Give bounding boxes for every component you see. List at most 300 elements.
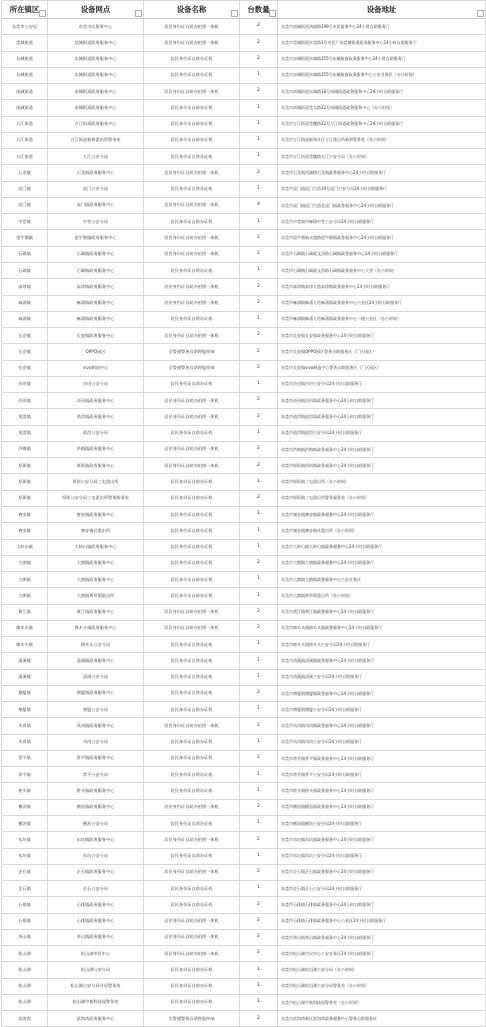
- cell-device-name[interactable]: 居民身份证自助办证机: [144, 816, 240, 832]
- cell-site[interactable]: 企石镇政务服务中心: [48, 864, 144, 880]
- cell-quantity[interactable]: 1: [240, 523, 278, 539]
- cell-town[interactable]: 东城街道: [2, 51, 48, 67]
- cell-quantity[interactable]: 2: [240, 458, 278, 474]
- cell-site[interactable]: 松山湖市民中心: [48, 946, 144, 962]
- header-device-name[interactable]: 设备名称: [144, 1, 240, 19]
- cell-site[interactable]: 横沥镇政务服务中心: [48, 799, 144, 815]
- cell-address[interactable]: 东莞市茶山镇茶山镇政务服务中心24小时自助服务厅: [278, 929, 486, 945]
- cell-site[interactable]: 东城街道政务服务中心: [48, 67, 144, 83]
- cell-site[interactable]: 万江公安分局: [48, 149, 144, 165]
- cell-device-name[interactable]: 居民身份证自助办拍照一体机: [144, 441, 240, 457]
- cell-device-name[interactable]: 居民身份证自助办拍照一体机: [144, 799, 240, 815]
- cell-site[interactable]: 樟木头镇政务服务中心: [48, 620, 144, 636]
- cell-device-name[interactable]: 居民身份证自助办证机: [144, 750, 240, 766]
- cell-device-name[interactable]: 全警通警务自助智能终端: [144, 1011, 240, 1027]
- cell-device-name[interactable]: 居民身份证自助办证机: [144, 376, 240, 392]
- cell-address[interactable]: 东莞市大朗镇大朗镇政务服务中心24小时自助服务厅: [278, 555, 486, 571]
- cell-site[interactable]: 茶山镇政务服务中心: [48, 929, 144, 945]
- cell-quantity[interactable]: 2: [240, 441, 278, 457]
- cell-address[interactable]: 东莞市石排镇石排镇政务服务中心公安区24小时自助服务厅: [278, 913, 486, 929]
- cell-town[interactable]: 万江街道: [2, 149, 48, 165]
- cell-device-name[interactable]: 居民身份证自助办拍照一体机: [144, 864, 240, 880]
- cell-site[interactable]: 常平镇政务服务中心: [48, 750, 144, 766]
- cell-device-name[interactable]: 居民身份证自助办拍照一体机: [144, 328, 240, 344]
- cell-site[interactable]: 横沥公安分局: [48, 816, 144, 832]
- cell-quantity[interactable]: 1: [240, 978, 278, 994]
- cell-device-name[interactable]: 居民身份证自助办拍照一体机: [144, 84, 240, 100]
- cell-quantity[interactable]: 2: [240, 279, 278, 295]
- cell-quantity[interactable]: 1: [240, 474, 278, 490]
- cell-town[interactable]: 寮步镇: [2, 506, 48, 522]
- cell-quantity[interactable]: 2: [240, 946, 278, 962]
- cell-device-name[interactable]: 居民身份证自助办证机: [144, 539, 240, 555]
- cell-town[interactable]: 松山湖: [2, 978, 48, 994]
- cell-address[interactable]: 东莞市寮步镇寮步镇政务服务中心24小时自助服务厅: [278, 506, 486, 522]
- cell-town[interactable]: 长安镇: [2, 360, 48, 376]
- cell-site[interactable]: 莞城街道政务服务中心: [48, 35, 144, 51]
- cell-address[interactable]: 东莞市松山湖中集科技园警务室（办公时间）: [278, 994, 486, 1010]
- cell-site[interactable]: 东坑镇政务服务中心: [48, 832, 144, 848]
- cell-address[interactable]: 东莞市东城街道东城路355号东城街道政务服务中心公安业务区（办公时间）: [278, 67, 486, 83]
- cell-device-name[interactable]: 居民身份证自助办证机: [144, 685, 240, 701]
- cell-site[interactable]: 石碣镇政务服务中心: [48, 246, 144, 262]
- cell-address[interactable]: 东莞市滨海湾新区滨海湾政务服务中心警务自助服务区: [278, 1011, 486, 1027]
- cell-address[interactable]: 东莞市厚街镇三屯派出所（办公时间）: [278, 474, 486, 490]
- cell-address[interactable]: 东莞市长安镇vivo制造中心警务自助服务区（厂区园区）: [278, 360, 486, 376]
- cell-quantity[interactable]: 2: [240, 604, 278, 620]
- cell-town[interactable]: 高埗镇: [2, 279, 48, 295]
- cell-site[interactable]: 高埗镇政务服务中心: [48, 279, 144, 295]
- cell-device-name[interactable]: 居民身份证自助办拍照一体机: [144, 393, 240, 409]
- cell-device-name[interactable]: 居民身份证自助办证机: [144, 588, 240, 604]
- cell-quantity[interactable]: 2: [240, 19, 278, 35]
- cell-quantity[interactable]: 1: [240, 637, 278, 653]
- cell-device-name[interactable]: 全警通警务自助智能终端: [144, 360, 240, 376]
- cell-device-name[interactable]: 全警通警务自助智能终端: [144, 344, 240, 360]
- cell-quantity[interactable]: 1: [240, 100, 278, 116]
- cell-town[interactable]: 长安镇: [2, 328, 48, 344]
- cell-address[interactable]: 东莞市东坑镇东坑镇政务服务中心24小时自助服务厅: [278, 832, 486, 848]
- cell-address[interactable]: 东莞市万江街道莞穗路22号万江街道政务服务中心24小时自助服务厅: [278, 116, 486, 132]
- cell-site[interactable]: 大朗镇政务服务中心: [48, 572, 144, 588]
- cell-address[interactable]: 东莞市黄江镇黄江镇政务服务中心24小时自助服务厅: [278, 604, 486, 620]
- cell-town[interactable]: 望牛墩镇: [2, 230, 48, 246]
- cell-quantity[interactable]: 2: [240, 864, 278, 880]
- cell-quantity[interactable]: 2: [240, 328, 278, 344]
- cell-device-name[interactable]: 居民身份证自助办证机: [144, 962, 240, 978]
- cell-quantity[interactable]: 2: [240, 393, 278, 409]
- cell-site[interactable]: 道滘镇政务服务中心: [48, 409, 144, 425]
- cell-town[interactable]: 塘厦镇: [2, 685, 48, 701]
- cell-quantity[interactable]: 2: [240, 51, 278, 67]
- cell-town[interactable]: 洪梅镇: [2, 441, 48, 457]
- cell-town[interactable]: 石碣镇: [2, 246, 48, 262]
- cell-address[interactable]: 东莞市东城街道东城路355号东城街道政务服务中心24小时自助服务厅: [278, 51, 486, 67]
- cell-site[interactable]: 南城街道政务服务中心: [48, 84, 144, 100]
- cell-quantity[interactable]: 4: [240, 197, 278, 213]
- cell-site[interactable]: 厚街镇政务服务中心: [48, 458, 144, 474]
- cell-quantity[interactable]: 1: [240, 425, 278, 441]
- cell-address[interactable]: 东莞市横沥镇横沥公安分局24小时自助服务厅: [278, 816, 486, 832]
- cell-device-name[interactable]: 居民身份证自助办证机: [144, 262, 240, 278]
- cell-address[interactable]: 东莞市万江街道新和社区万江派出所新和警务室（办公时间）: [278, 132, 486, 148]
- cell-address[interactable]: 东莞市清溪镇清溪镇政务服务中心24小时自助服务厅: [278, 653, 486, 669]
- cell-address[interactable]: 东莞市中堂镇中麻路中堂公安分局24小时自助服务厅: [278, 214, 486, 230]
- cell-town[interactable]: 南城街道: [2, 84, 48, 100]
- cell-town[interactable]: 厚街镇: [2, 490, 48, 506]
- cell-town[interactable]: 石排镇: [2, 913, 48, 929]
- cell-device-name[interactable]: 居民身份证自助办证机: [144, 897, 240, 913]
- cell-address[interactable]: 东莞市南城街道鸿福路199号市民服务中心24小时自助服务厅: [278, 19, 486, 35]
- cell-quantity[interactable]: 1: [240, 506, 278, 522]
- cell-device-name[interactable]: 居民身份证自助办拍照一体机: [144, 197, 240, 213]
- cell-address[interactable]: 东莞市石碣镇石碣政文西路石碣镇政务服务中心大堂（办公时间）: [278, 262, 486, 278]
- cell-site[interactable]: 凤岗镇政务服务中心: [48, 718, 144, 734]
- cell-quantity[interactable]: 2: [240, 832, 278, 848]
- cell-address[interactable]: 东莞市塘厦镇塘厦公安分局24小时自助服务厅: [278, 702, 486, 718]
- cell-device-name[interactable]: 居民身份证自助办证机: [144, 181, 240, 197]
- cell-town[interactable]: 松山湖: [2, 994, 48, 1010]
- cell-device-name[interactable]: 居民身份证自助办拍照一体机: [144, 946, 240, 962]
- cell-quantity[interactable]: 1: [240, 669, 278, 685]
- cell-quantity[interactable]: 1: [240, 311, 278, 327]
- cell-quantity[interactable]: 1: [240, 767, 278, 783]
- cell-device-name[interactable]: 居民身份证自助办证机: [144, 474, 240, 490]
- cell-site[interactable]: 樟木头公安分局: [48, 637, 144, 653]
- header-site[interactable]: 设备网点: [48, 1, 144, 19]
- cell-quantity[interactable]: 1: [240, 181, 278, 197]
- cell-site[interactable]: 东莞市民服务中心: [48, 19, 144, 35]
- cell-town[interactable]: 大朗镇: [2, 555, 48, 571]
- cell-quantity[interactable]: 1: [240, 962, 278, 978]
- cell-device-name[interactable]: 居民身份证自助办拍照一体机: [144, 35, 240, 51]
- cell-site[interactable]: 沙田镇政务服务中心: [48, 393, 144, 409]
- cell-town[interactable]: 茶山镇: [2, 929, 48, 945]
- cell-address[interactable]: 东莞市望牛墩镇永盛路望牛墩镇政务服务中心24小时自助服务厅: [278, 230, 486, 246]
- cell-address[interactable]: 东莞市大朗镇黄草朗派出所（办公时间）: [278, 588, 486, 604]
- cell-town[interactable]: 滨海湾: [2, 1011, 48, 1027]
- cell-address[interactable]: 东莞市寮步镇寮步镇社派出所（办公时间）: [278, 523, 486, 539]
- cell-quantity[interactable]: 2: [240, 685, 278, 701]
- cell-site[interactable]: 万江街道新和派出所警务室: [48, 132, 144, 148]
- cell-site[interactable]: 清溪镇政务服务中心: [48, 653, 144, 669]
- cell-device-name[interactable]: 居民身份证自助办证机: [144, 425, 240, 441]
- cell-quantity[interactable]: 1: [240, 881, 278, 897]
- cell-quantity[interactable]: 2: [240, 929, 278, 945]
- header-town[interactable]: 所在镇区: [2, 1, 48, 19]
- cell-quantity[interactable]: 1: [240, 994, 278, 1010]
- cell-site[interactable]: 万江街道政务服务中心: [48, 116, 144, 132]
- cell-town[interactable]: 道滘镇: [2, 409, 48, 425]
- cell-town[interactable]: 大朗镇: [2, 588, 48, 604]
- cell-quantity[interactable]: 2: [240, 35, 278, 51]
- cell-site[interactable]: 麻涌镇政务服务中心: [48, 311, 144, 327]
- cell-address[interactable]: 东莞市长安镇OPPO园区警务自助服务区（厂区园区）: [278, 344, 486, 360]
- cell-quantity[interactable]: 1: [240, 588, 278, 604]
- cell-address[interactable]: 东莞市虎门镇虎门大道19号虎门公安分局24小时自助服务厅: [278, 181, 486, 197]
- cell-town[interactable]: 横沥镇: [2, 816, 48, 832]
- cell-address[interactable]: 东莞市莞城街道东莞路1号市民广场莞城街道政务服务中心24小时自助服务厅: [278, 35, 486, 51]
- cell-site[interactable]: 黄江镇政务服务中心: [48, 604, 144, 620]
- cell-site[interactable]: vivo制造中心: [48, 360, 144, 376]
- cell-quantity[interactable]: 2: [240, 84, 278, 100]
- cell-device-name[interactable]: 居民身份证自助办拍照一体机: [144, 19, 240, 35]
- cell-device-name[interactable]: 居民身份证自助办证机: [144, 978, 240, 994]
- cell-town[interactable]: 万江街道: [2, 132, 48, 148]
- cell-address[interactable]: 东莞市企石镇企石公安分局24小时自助服务厅: [278, 881, 486, 897]
- cell-address[interactable]: 东莞市企石镇企石镇政务服务中心24小时自助服务厅: [278, 864, 486, 880]
- cell-site[interactable]: 沙田公安分局: [48, 376, 144, 392]
- cell-quantity[interactable]: 2: [240, 799, 278, 815]
- cell-quantity[interactable]: 1: [240, 262, 278, 278]
- cell-device-name[interactable]: 居民身份证自助办证机: [144, 881, 240, 897]
- cell-device-name[interactable]: 居民身份证自助办证机: [144, 51, 240, 67]
- cell-quantity[interactable]: 1: [240, 539, 278, 555]
- cell-device-name[interactable]: 居民身份证自助办证机: [144, 116, 240, 132]
- cell-address[interactable]: 东莞市松山湖市民中心公安业务区24小时自助服务厅: [278, 946, 486, 962]
- header-address[interactable]: 设备地址: [278, 1, 486, 19]
- cell-quantity[interactable]: 2: [240, 750, 278, 766]
- cell-quantity[interactable]: 1: [240, 848, 278, 864]
- cell-quantity[interactable]: 2: [240, 165, 278, 181]
- cell-town[interactable]: 麻涌镇: [2, 295, 48, 311]
- cell-town[interactable]: 沙田镇: [2, 393, 48, 409]
- cell-town[interactable]: 东坑镇: [2, 832, 48, 848]
- cell-device-name[interactable]: 居民身份证自助办拍照一体机: [144, 409, 240, 425]
- cell-device-name[interactable]: 居民身份证自助办证机: [144, 311, 240, 327]
- cell-address[interactable]: 东莞市厚街镇厚街镇政务服务中心24小时自助服务厅: [278, 458, 486, 474]
- cell-site[interactable]: 松山湖公安分局分局警务室: [48, 978, 144, 994]
- cell-site[interactable]: 滨海湾政务服务中心: [48, 1011, 144, 1027]
- cell-quantity[interactable]: 1: [240, 783, 278, 799]
- cell-device-name[interactable]: 居民身份证自助办拍照一体机: [144, 246, 240, 262]
- cell-device-name[interactable]: 居民身份证自助办证机: [144, 506, 240, 522]
- cell-address[interactable]: 东莞市洪梅镇洪梅镇政务服务中心24小时自助服务厅: [278, 441, 486, 457]
- cell-site[interactable]: 石排镇政务服务中心: [48, 897, 144, 913]
- cell-device-name[interactable]: 居民身份证自助办证机: [144, 555, 240, 571]
- cell-address[interactable]: 东莞市厚街镇三屯派出所警务服务室（办公时间）: [278, 490, 486, 506]
- cell-town[interactable]: 石排镇: [2, 897, 48, 913]
- cell-town[interactable]: 长安镇: [2, 344, 48, 360]
- cell-site[interactable]: 厚街公安分局三屯派出所: [48, 474, 144, 490]
- cell-address[interactable]: 东莞市麻涌镇麻涌大道麻涌镇政务服务中心公安区24小时自助服务厅: [278, 295, 486, 311]
- cell-site[interactable]: 塘厦公安分局: [48, 702, 144, 718]
- cell-quantity[interactable]: 2: [240, 913, 278, 929]
- cell-device-name[interactable]: 居民身份证自助办拍照一体机: [144, 604, 240, 620]
- cell-site[interactable]: 东城街道政务服务中心: [48, 51, 144, 67]
- cell-site[interactable]: 松山湖中集科技园警务室: [48, 994, 144, 1010]
- cell-address[interactable]: 东莞市南城街道莞太路22号南城街道政务服务中心（办公时间）: [278, 100, 486, 116]
- cell-device-name[interactable]: 居民身份证自助办拍照一体机: [144, 230, 240, 246]
- cell-address[interactable]: 东莞市高埗镇高埗大道高埗镇政务服务中心24小时自助服务厅: [278, 279, 486, 295]
- cell-town[interactable]: 厚街镇: [2, 458, 48, 474]
- cell-town[interactable]: 樟木头镇: [2, 620, 48, 636]
- cell-site[interactable]: 凤岗公安分局: [48, 734, 144, 750]
- cell-town[interactable]: 麻涌镇: [2, 311, 48, 327]
- cell-quantity[interactable]: 1: [240, 132, 278, 148]
- cell-device-name[interactable]: 居民身份证自助办证机: [144, 702, 240, 718]
- cell-address[interactable]: 东莞市松山湖松山湖公安分局（办公时间）: [278, 962, 486, 978]
- cell-site[interactable]: 南城街道政务服务中心: [48, 100, 144, 116]
- cell-site[interactable]: 寮步镇政务服务中心: [48, 506, 144, 522]
- cell-device-name[interactable]: 居民身份证自助办证机: [144, 490, 240, 506]
- cell-device-name[interactable]: 居民身份证自助办拍照一体机: [144, 458, 240, 474]
- cell-device-name[interactable]: 居民身份证自助办拍照一体机: [144, 718, 240, 734]
- cell-site[interactable]: 寮步镇社派出所: [48, 523, 144, 539]
- cell-device-name[interactable]: 居民身份证自助办拍照一体机: [144, 295, 240, 311]
- cell-address[interactable]: 东莞市大岭山镇大岭山镇政务服务中心24小时自助服务厅: [278, 539, 486, 555]
- cell-quantity[interactable]: 1: [240, 149, 278, 165]
- cell-quantity[interactable]: 2: [240, 555, 278, 571]
- cell-town[interactable]: 东城街道: [2, 67, 48, 83]
- cell-address[interactable]: 东莞市虎门镇虎门大道北虎门镇政务服务中心24小时自助服务厅: [278, 197, 486, 213]
- cell-quantity[interactable]: 2: [240, 409, 278, 425]
- cell-quantity[interactable]: 1: [240, 572, 278, 588]
- cell-device-name[interactable]: 居民身份证自助办证机: [144, 214, 240, 230]
- cell-address[interactable]: 东莞市万江街道莞穗路万江公安分局（办公时间）: [278, 149, 486, 165]
- cell-device-name[interactable]: 居民身份证自助办拍照一体机: [144, 913, 240, 929]
- cell-town[interactable]: 松山湖: [2, 946, 48, 962]
- cell-site[interactable]: 企石公安分局: [48, 881, 144, 897]
- cell-site[interactable]: 松山湖公安分局: [48, 962, 144, 978]
- cell-device-name[interactable]: 居民身份证自助办证机: [144, 994, 240, 1010]
- cell-site[interactable]: OPPO园区: [48, 344, 144, 360]
- cell-site[interactable]: 长安镇政务服务中心: [48, 328, 144, 344]
- cell-town[interactable]: 企石镇: [2, 864, 48, 880]
- cell-town[interactable]: 桥头镇: [2, 783, 48, 799]
- cell-quantity[interactable]: 2: [240, 230, 278, 246]
- cell-address[interactable]: 东莞市石排镇石排镇政务服务中心24小时自助服务厅: [278, 897, 486, 913]
- cell-device-name[interactable]: 居民身份证自助办证机: [144, 637, 240, 653]
- cell-device-name[interactable]: 居民身份证自助办证机: [144, 669, 240, 685]
- cell-device-name[interactable]: 居民身份证自助办证机: [144, 653, 240, 669]
- cell-device-name[interactable]: 居民身份证自助办证机: [144, 848, 240, 864]
- cell-device-name[interactable]: 居民身份证自助办证机: [144, 572, 240, 588]
- cell-address[interactable]: 东莞市道滘镇道滘镇政务服务中心24小时自助服务厅: [278, 409, 486, 425]
- cell-town[interactable]: 寮步镇: [2, 523, 48, 539]
- cell-town[interactable]: 大岭山镇: [2, 539, 48, 555]
- cell-town[interactable]: 厚街镇: [2, 474, 48, 490]
- cell-device-name[interactable]: 居民身份证自助办证机: [144, 100, 240, 116]
- cell-address[interactable]: 东莞市塘厦镇塘厦镇政务服务中心24小时自助服务厅: [278, 685, 486, 701]
- cell-town[interactable]: 塘厦镇: [2, 702, 48, 718]
- cell-town[interactable]: 大朗镇: [2, 572, 48, 588]
- cell-device-name[interactable]: 居民身份证自助办证机: [144, 132, 240, 148]
- cell-device-name[interactable]: 居民身份证自助办证机: [144, 67, 240, 83]
- cell-site[interactable]: 麻涌镇政务服务中心: [48, 295, 144, 311]
- cell-site[interactable]: 石碣镇政务服务中心: [48, 262, 144, 278]
- cell-town[interactable]: 万江街道: [2, 116, 48, 132]
- cell-device-name[interactable]: 居民身份证自助办证机: [144, 149, 240, 165]
- cell-address[interactable]: 东莞市沙田镇沙田公安分局24小时自助服务厅: [278, 376, 486, 392]
- cell-device-name[interactable]: 居民身份证自助办拍照一体机: [144, 832, 240, 848]
- cell-quantity[interactable]: 2: [240, 620, 278, 636]
- cell-address[interactable]: 东莞市松山湖松山湖公安分局警务室（办公时间）: [278, 978, 486, 994]
- cell-town[interactable]: 凤岗镇: [2, 734, 48, 750]
- cell-town[interactable]: 石龙镇: [2, 165, 48, 181]
- cell-town[interactable]: 东莞市公安局: [2, 19, 48, 35]
- cell-quantity[interactable]: 2: [240, 1011, 278, 1027]
- cell-address[interactable]: 东莞市沙田镇沙田镇政务服务中心24小时自助服务厅: [278, 393, 486, 409]
- cell-quantity[interactable]: 2: [240, 718, 278, 734]
- cell-address[interactable]: 东莞市南城街道东城路18号南城街道政务服务中心24小时自助服务厅: [278, 84, 486, 100]
- cell-address[interactable]: 东莞市长安镇长安镇政务服务中心24小时自助服务厅: [278, 328, 486, 344]
- cell-quantity[interactable]: 1: [240, 214, 278, 230]
- cell-address[interactable]: 东莞市樟木头镇樟木头公安分局24小时自助服务厅: [278, 637, 486, 653]
- cell-quantity[interactable]: 1: [240, 116, 278, 132]
- cell-site[interactable]: 虎门公安分局: [48, 181, 144, 197]
- cell-address[interactable]: 东莞市横沥镇横沥镇政务服务中心24小时自助服务厅: [278, 799, 486, 815]
- cell-device-name[interactable]: 居民身份证自助办证机: [144, 734, 240, 750]
- cell-device-name[interactable]: 居民身份证自助办拍照一体机: [144, 929, 240, 945]
- cell-site[interactable]: 常平公安分局: [48, 767, 144, 783]
- cell-quantity[interactable]: 2: [240, 360, 278, 376]
- cell-town[interactable]: 清溪镇: [2, 669, 48, 685]
- cell-quantity[interactable]: 1: [240, 816, 278, 832]
- cell-site[interactable]: 大朗镇黄草朗派出所: [48, 588, 144, 604]
- cell-device-name[interactable]: 居民身份证自助办证机: [144, 523, 240, 539]
- cell-site[interactable]: 石龙镇政务服务中心: [48, 165, 144, 181]
- cell-address[interactable]: 东莞市樟木头镇樟木头镇政务服务中心24小时自助服务厅: [278, 620, 486, 636]
- cell-site[interactable]: 清溪公安分局: [48, 669, 144, 685]
- cell-quantity[interactable]: 2: [240, 246, 278, 262]
- cell-town[interactable]: 沙田镇: [2, 376, 48, 392]
- cell-site[interactable]: 石排镇政务服务中心: [48, 913, 144, 929]
- cell-address[interactable]: 东莞市常平镇常平镇政务服务中心24小时自助服务厅: [278, 750, 486, 766]
- cell-address[interactable]: 东莞市桥头镇桥头镇政务服务中心24小时自助服务厅: [278, 783, 486, 799]
- cell-town[interactable]: 常平镇: [2, 767, 48, 783]
- cell-site[interactable]: 厚街公安分局三屯派出所警务服务室: [48, 490, 144, 506]
- cell-town[interactable]: 常平镇: [2, 750, 48, 766]
- cell-address[interactable]: 东莞市石碣镇石碣政文西路石碣镇政务服务中心24小时自助服务厅: [278, 246, 486, 262]
- cell-device-name[interactable]: 居民身份证自助办拍照一体机: [144, 165, 240, 181]
- cell-address[interactable]: 东莞市凤岗镇凤岗镇政务服务中心24小时自助服务厅: [278, 718, 486, 734]
- cell-town[interactable]: 虎门镇: [2, 197, 48, 213]
- cell-town[interactable]: 松山湖: [2, 962, 48, 978]
- cell-quantity[interactable]: 1: [240, 376, 278, 392]
- cell-quantity[interactable]: 1: [240, 653, 278, 669]
- cell-address[interactable]: 东莞市石龙镇西湖路石龙镇政务服务中心24小时自助服务厅: [278, 165, 486, 181]
- cell-town[interactable]: 道滘镇: [2, 425, 48, 441]
- cell-site[interactable]: 望牛墩镇政务服务中心: [48, 230, 144, 246]
- cell-address[interactable]: 东莞市常平镇常平公安分局24小时自助服务厅: [278, 767, 486, 783]
- cell-address[interactable]: 东莞市凤岗镇凤岗公安分局24小时自助服务厅: [278, 734, 486, 750]
- cell-device-name[interactable]: 居民身份证自助办证机: [144, 767, 240, 783]
- cell-town[interactable]: 企石镇: [2, 881, 48, 897]
- cell-town[interactable]: 东坑镇: [2, 848, 48, 864]
- cell-site[interactable]: 大岭山镇政务服务中心: [48, 539, 144, 555]
- cell-address[interactable]: 东莞市道滘镇道滘公安分局24小时自助服务厅: [278, 425, 486, 441]
- cell-quantity[interactable]: 2: [240, 295, 278, 311]
- cell-device-name[interactable]: 居民身份证自助办拍照一体机: [144, 279, 240, 295]
- cell-quantity[interactable]: 1: [240, 702, 278, 718]
- cell-site[interactable]: 桥头镇政务服务中心: [48, 783, 144, 799]
- cell-site[interactable]: 东坑公安分局: [48, 848, 144, 864]
- cell-site[interactable]: 中堂公安分局: [48, 214, 144, 230]
- cell-quantity[interactable]: 1: [240, 67, 278, 83]
- cell-site[interactable]: 大朗镇政务服务中心: [48, 555, 144, 571]
- cell-quantity[interactable]: 2: [240, 490, 278, 506]
- cell-device-name[interactable]: 居民身份证自助办证机: [144, 783, 240, 799]
- cell-site[interactable]: 道滘公安分局: [48, 425, 144, 441]
- cell-town[interactable]: 黄江镇: [2, 604, 48, 620]
- cell-address[interactable]: 东莞市清溪镇清溪公安分局24小时自助服务厅: [278, 669, 486, 685]
- cell-site[interactable]: 塘厦镇政务服务中心: [48, 685, 144, 701]
- cell-address[interactable]: 东莞市大朗镇大朗镇政务服务中心公安业务区: [278, 572, 486, 588]
- cell-address[interactable]: 东莞市东坑镇东坑公安分局24小时自助服务厅: [278, 848, 486, 864]
- cell-site[interactable]: 洪梅镇政务服务中心: [48, 441, 144, 457]
- cell-town[interactable]: 樟木头镇: [2, 637, 48, 653]
